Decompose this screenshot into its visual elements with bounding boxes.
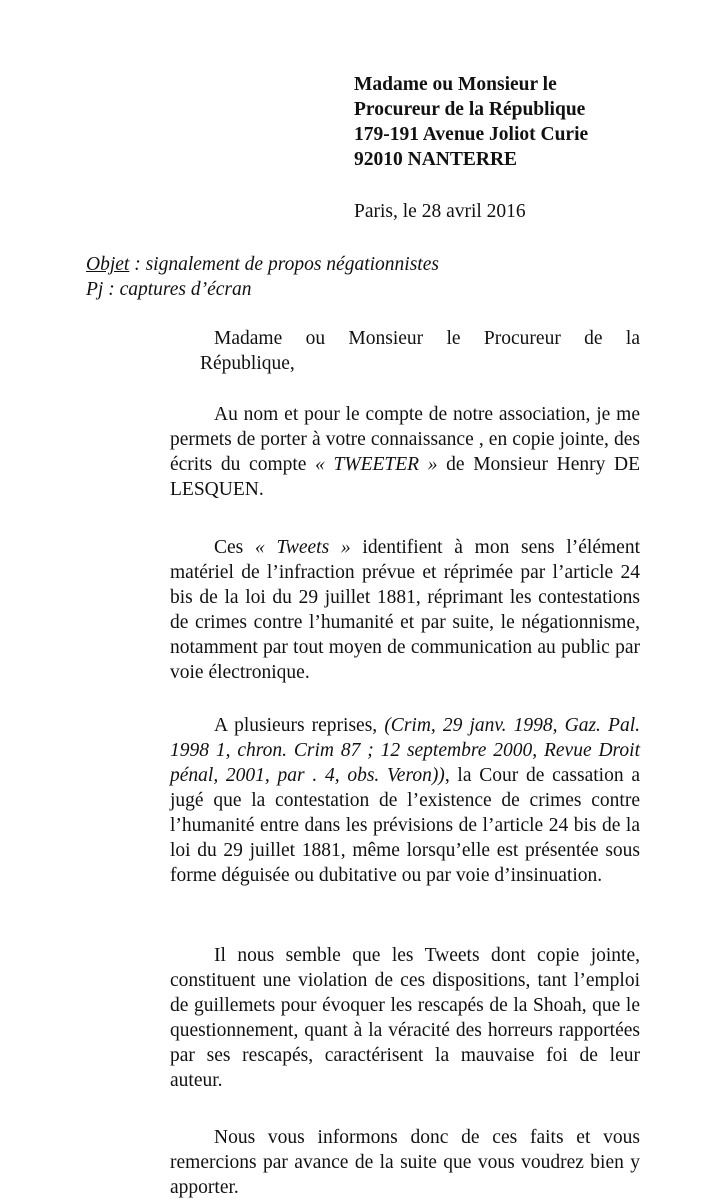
paragraph-3-part-1: A plusieurs reprises, bbox=[214, 715, 385, 736]
paragraph-5-text: Nous vous informons donc de ces faits et vous remercions par avance de la suite que vous voudrez bien y apporter. bbox=[170, 1127, 640, 1198]
paragraph-3-part-2: , la Cour de cassation a jugé que la contestation de l’existence de crimes contre l’humanité entre dans les prévisions de l’article 24 bis de la loi du 29 juillet 1881, même lorsqu’elle est présentée sous forme déguisée ou dubitative ou par voie d’insinuation. bbox=[170, 765, 640, 886]
recipient-line-3: 179-191 Avenue Joliot Curie bbox=[354, 124, 589, 145]
paragraph-4 bbox=[170, 943, 640, 1093]
salutation bbox=[170, 326, 640, 376]
paragraph-3 bbox=[170, 713, 640, 888]
salutation-line-1: Madame ou Monsieur le Procureur de la bbox=[214, 328, 640, 349]
paragraph-2-part-2: identifient à mon sens l’élément matériel de l’infraction prévue et réprimée par l’article 24 bis de la loi du 29 juillet 1881, réprimant les contestations de crimes contre l’humanité et par suite, le négationnisme, notamment par tout moyen de communication au public par voie électronique. bbox=[170, 537, 640, 683]
paragraph-2-part-1: Ces bbox=[214, 537, 255, 558]
paragraph-4-text: Il nous semble que les Tweets dont copie jointe, constituent une violation de ces dispositions, tant l’emploi de guillemets pour évoquer les rescapés de la Shoah, que le questionnement, quant à la véracité des horreurs rapportées par ses rescapés, caractérisent la mauvaise foi de leur auteur. bbox=[170, 945, 640, 1091]
letter-date: Paris, le 28 avril 2016 bbox=[354, 201, 526, 222]
paragraph-2-text bbox=[170, 535, 640, 685]
object-line bbox=[86, 252, 439, 277]
recipient-address bbox=[354, 72, 588, 172]
paragraph-2 bbox=[170, 535, 640, 685]
paragraph-5 bbox=[170, 1125, 640, 1200]
paragraph-1-part-2: de Monsieur Henry DE LESQUEN. bbox=[170, 454, 640, 500]
object-text: : signalement de propos négationnistes bbox=[129, 254, 439, 275]
salutation-line-2: République, bbox=[200, 353, 295, 374]
paragraph-1-quote: « TWEETER » bbox=[315, 454, 438, 475]
recipient-line-4: 92010 NANTERRE bbox=[354, 149, 518, 170]
paragraph-1 bbox=[170, 402, 640, 502]
letter-meta bbox=[86, 252, 439, 302]
paragraph-3-citation: (Crim, 29 janv. 1998, Gaz. Pal. 1998 1, chron. Crim 87 ; 12 septembre 2000, Revue Droit pénal, 2001, par . 4, obs. Veron)) bbox=[170, 715, 641, 786]
paragraph-1-text bbox=[170, 402, 640, 502]
object-label: Objet bbox=[86, 254, 130, 275]
recipient-line-1: Madame ou Monsieur le bbox=[354, 74, 557, 95]
paragraph-2-quote: « Tweets » bbox=[254, 537, 351, 558]
paragraph-1-part-1: Au nom et pour le compte de notre association, je me permets de porter à votre connaissance , en copie jointe, des écrits du compte bbox=[170, 404, 640, 475]
attachment-line: Pj : captures d’écran bbox=[86, 279, 252, 300]
recipient-line-2: Procureur de la République bbox=[354, 99, 586, 120]
paragraph-3-text bbox=[170, 713, 640, 888]
